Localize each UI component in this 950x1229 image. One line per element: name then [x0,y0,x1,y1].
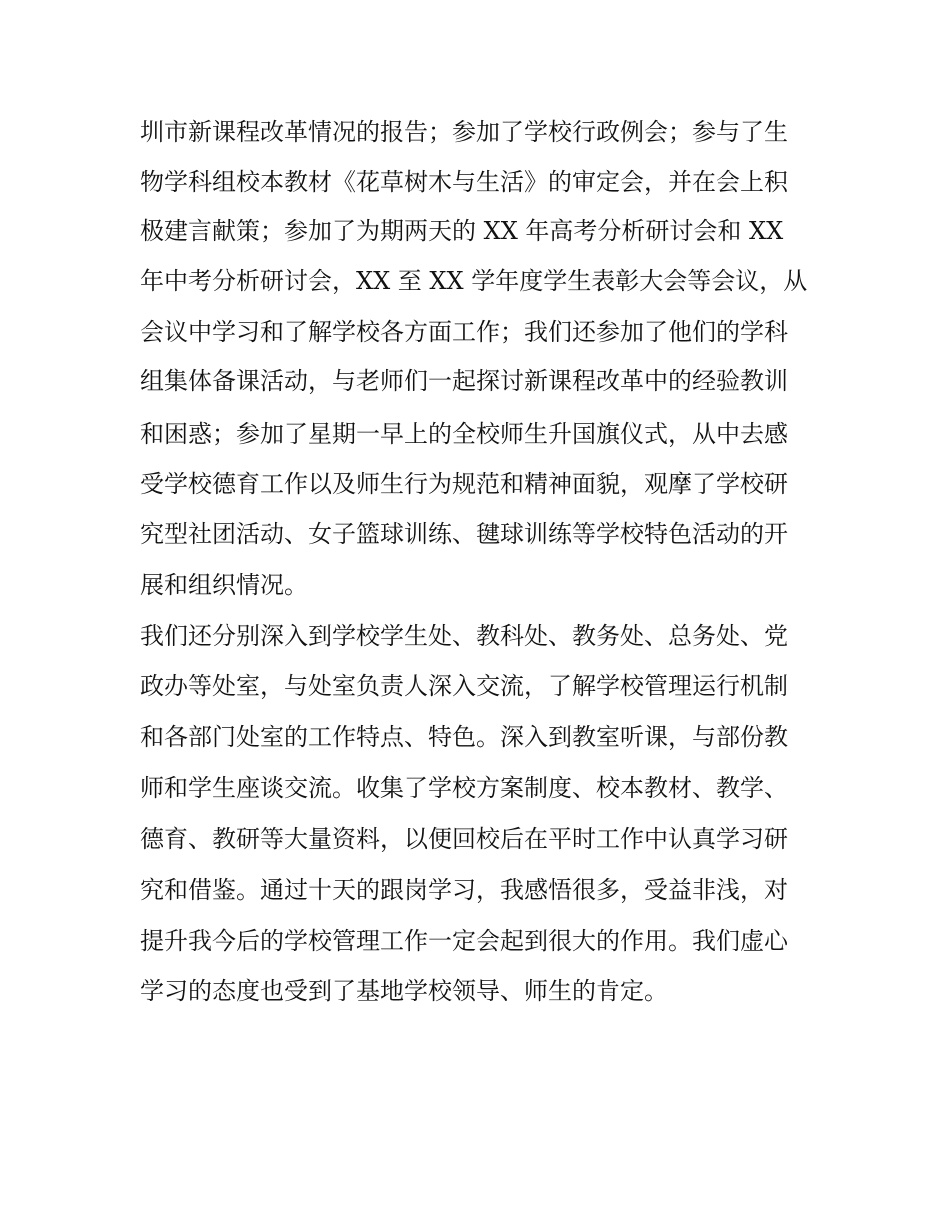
text-line: 我们还分别深入到学校学生处、教科处、教务处、总务处、党 [140,622,788,650]
text-line: 和困惑；参加了星期一早上的全校师生升国旗仪式，从中去感 [140,420,788,448]
text-line: 年中考分析研讨会，XX 至 XX 学年度学生表彰大会等会议，从 [140,267,808,295]
text-line: 组集体备课活动，与老师们一起探讨新课程改革中的经验教训 [140,367,788,395]
text-line: 会议中学习和了解学校各方面工作；我们还参加了他们的学科 [140,318,788,346]
text-line: 德育、教研等大量资料，以便回校后在平时工作中认真学习研 [140,825,788,853]
text-line: 究型社团活动、女子篮球训练、毽球训练等学校特色活动的开 [140,520,788,548]
text-line: 究和借鉴。通过十天的跟岗学习，我感悟很多，受益非浅，对 [140,876,788,904]
text-line: 提升我今后的学校管理工作一定会起到很大的作用。我们虚心 [140,927,788,955]
text-line: 物学科组校本教材《花草树木与生活》的审定会，并在会上积 [140,168,788,196]
text-line: 展和组织情况。 [140,571,308,599]
text-line: 圳市新课程改革情况的报告；参加了学校行政例会；参与了生 [140,118,788,146]
text-line: 师和学生座谈交流。收集了学校方案制度、校本教材、教学、 [140,774,788,802]
text-line: 和各部门处室的工作特点、特色。深入到教室听课，与部份教 [140,723,788,751]
text-line: 极建言献策；参加了为期两天的 XX 年高考分析研讨会和 XX [140,217,784,245]
text-line: 政办等处室，与处室负责人深入交流，了解学校管理运行机制 [140,672,788,700]
text-line: 学习的态度也受到了基地学校领导、师生的肯定。 [140,977,668,1005]
text-line: 受学校德育工作以及师生行为规范和精神面貌，观摩了学校研 [140,470,788,498]
